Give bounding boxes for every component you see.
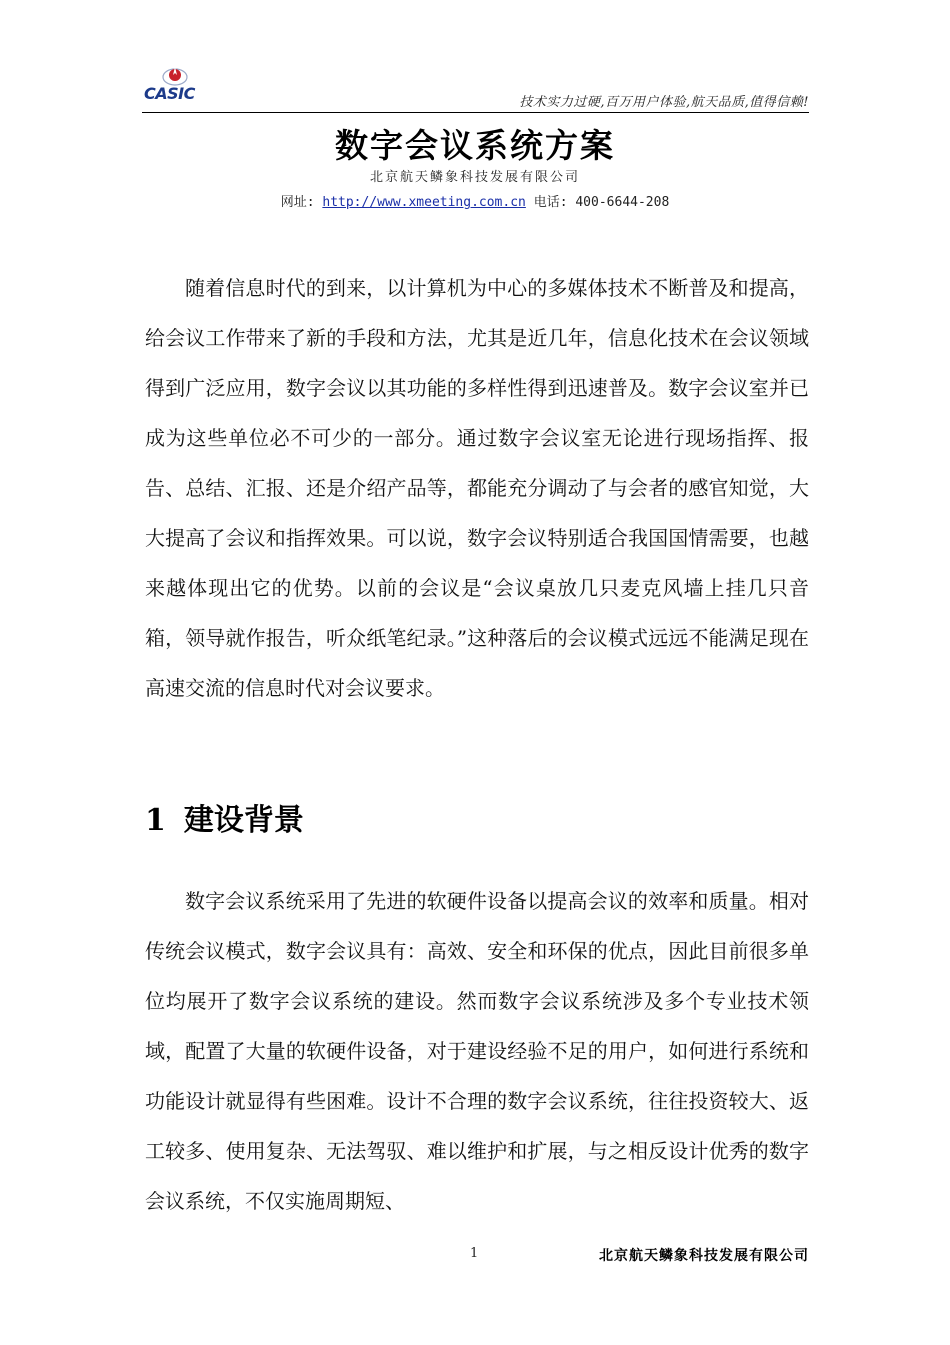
- phone-text: 电话: 400-6644-208: [533, 195, 670, 210]
- contact-line: [0, 191, 950, 210]
- document-title: 数字会议系统方案: [335, 126, 615, 165]
- logo-text: CASIC: [144, 84, 195, 103]
- section-paragraph: 数字会议系统采用了先进的软硬件设备以提高会议的效率和质量。相对传统会议模式，数字会议具有：高效、安全和环保的优点，因此目前很多单位均展开了数字会议系统的建设。然而数字会议系统涉及多个专业技术领域，配置了大量的软硬件设备，对于建设经验不足的用户，如何进行系统和功能设计就显得有些困难。设计不合理的数字会议系统，往往投资较大、返工较多、使用复杂、无法驾驭、难以维护和扩展，与之相反设计优秀的数字会议系统，不仅实施周期短、: [145, 889, 809, 1213]
- contact-prefix: 网址:: [280, 195, 323, 210]
- page-header: [142, 64, 809, 116]
- casic-logo: [142, 64, 210, 108]
- section-title: 建设背景: [183, 803, 304, 838]
- header-slogan: 技术实力过硬,百万用户体验,航天品质,值得信赖!: [519, 95, 809, 110]
- section-heading: [145, 795, 304, 839]
- page-number: 1: [470, 1246, 479, 1261]
- intro-paragraph: 随着信息时代的到来，以计算机为中心的多媒体技术不断普及和提高，给会议工作带来了新的手段和方法，尤其是近几年，信息化技术在会议领域得到广泛应用，数字会议以其功能的多样性得到迅速普及。数字会议室并已成为这些单位必不可少的一部分。通过数字会议室无论进行现场指挥、报告、总结、汇报、还是介绍产品等，都能充分调动了与会者的感官知觉，大大提高了会议和指挥效果。可以说，数字会议特别适合我国国情需要，也越来越体现出它的优势。以前的会议是“会议桌放几只麦克风墙上挂几只音箱，领导就作报告，听众纸笔纪录。”这种落后的会议模式远远不能满足现在高速交流的信息时代对会议要求。: [145, 276, 809, 700]
- website-link[interactable]: http://www.xmeeting.com.cn: [322, 195, 526, 210]
- footer-company: 北京航天鳞象科技发展有限公司: [599, 1248, 809, 1264]
- section-number: 1: [145, 803, 166, 838]
- company-name: 北京航天鳞象科技发展有限公司: [369, 170, 580, 185]
- header-divider: [142, 112, 809, 113]
